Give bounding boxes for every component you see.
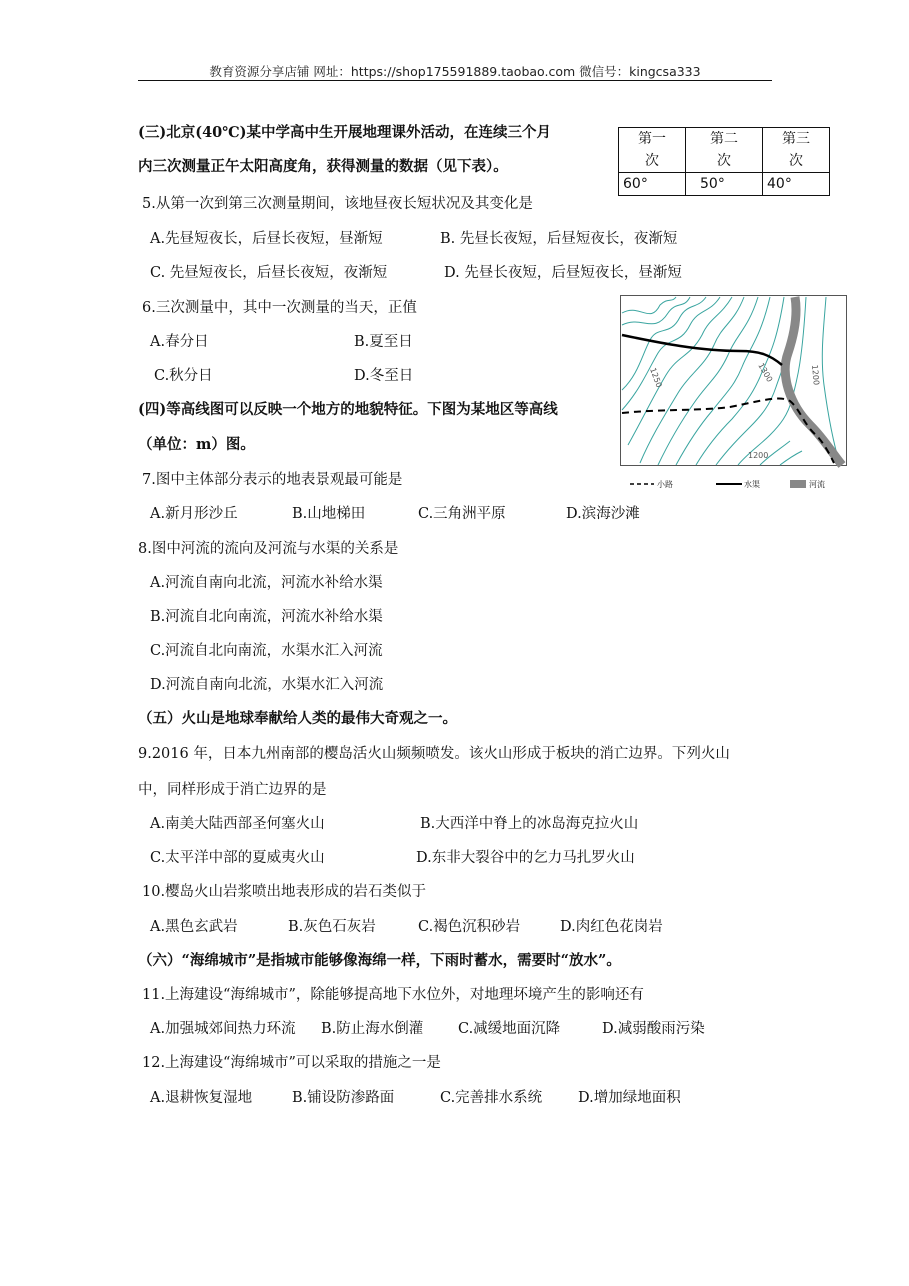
legend-river-swatch — [790, 480, 806, 488]
q9-stem-line2: 中，同样形成于消亡边界的是 — [138, 782, 327, 798]
table-value-2: 50° — [686, 173, 763, 196]
q10-option-c: C.褐色沉积砂岩 — [418, 919, 521, 935]
q6-stem: 6.三次测量中，其中一次测量的当天，正值 — [142, 300, 417, 316]
q6-option-a: A.春分日 — [150, 334, 209, 350]
q9-option-d: D.东非大裂谷中的乞力马扎罗火山 — [416, 850, 635, 866]
q12-option-a: A.退耕恢复湿地 — [150, 1090, 253, 1106]
q11-option-d: D.减弱酸雨污染 — [602, 1021, 705, 1037]
q7-option-b: B.山地梯田 — [292, 506, 366, 522]
q12-option-d: D.增加绿地面积 — [578, 1090, 681, 1106]
contour-map — [620, 295, 850, 493]
contour-label-3: 1200 — [810, 364, 821, 386]
q9-stem-line1: 9.2016 年，日本九州南部的樱岛活火山频频喷发。该火山形成于板块的消亡边界。下列火山 — [138, 746, 730, 762]
table-header-3: 第三 次 — [763, 128, 830, 173]
q9-option-c: C.太平洋中部的夏威夷火山 — [150, 850, 325, 866]
measurement-table — [618, 127, 830, 196]
q9-option-a: A.南美大陆西部圣何塞火山 — [150, 816, 325, 832]
section6-intro: （六）“海绵城市”是指城市能够像海绵一样，下雨时蓄水，需要时“放水”。 — [138, 952, 621, 969]
q12-option-c: C.完善排水系统 — [440, 1090, 543, 1106]
table-value-3: 40° — [763, 173, 830, 196]
q5-option-c: C. 先昼短夜长，后昼长夜短，夜渐短 — [150, 265, 388, 281]
legend-river-label: 河流 — [809, 480, 825, 489]
q12-option-b: B.铺设防渗路面 — [292, 1090, 395, 1106]
q11-stem: 11.上海建设“海绵城市”，除能够提高地下水位外，对地理坏境产生的影响还有 — [142, 987, 644, 1003]
q7-option-c: C.三角洲平原 — [418, 506, 506, 522]
q7-option-d: D.滨海沙滩 — [566, 506, 640, 522]
legend-canal-label: 水渠 — [744, 480, 760, 489]
contour-label-2: 1300 — [756, 361, 775, 384]
q6-option-b: B.夏至日 — [354, 334, 413, 350]
q5-stem: 5.从第一次到第三次测量期间，该地昼夜长短状况及其变化是 — [142, 196, 533, 212]
q6-option-d: D.冬至日 — [354, 368, 414, 384]
q5-option-b: B. 先昼长夜短，后昼短夜长，夜渐短 — [440, 231, 678, 247]
legend-trail-label: 小路 — [657, 480, 673, 489]
q8-option-d: D.河流自南向北流，水渠水汇入河流 — [150, 677, 384, 693]
contour-label-1: 1250 — [648, 366, 664, 389]
q5-option-a: A.先昼短夜长，后昼长夜短，昼渐短 — [150, 231, 383, 247]
q7-stem: 7.图中主体部分表示的地表景观最可能是 — [142, 472, 403, 488]
contour-label-4: 1200 — [748, 451, 769, 460]
page-header: 教育资源分享店铺 网址：https://shop175591889.taobao.com 微信号：kingcsa333 — [209, 64, 701, 79]
q7-option-a: A.新月形沙丘 — [150, 506, 238, 522]
section3-intro-line1: (三)北京(40℃)某中学高中生开展地理课外活动，在连续三个月 — [138, 124, 551, 141]
q6-option-c: C.秋分日 — [154, 368, 213, 384]
q8-option-b: B.河流自北向南流，河流水补给水渠 — [150, 609, 383, 625]
q8-option-a: A.河流自南向北流，河流水补给水渠 — [150, 575, 383, 591]
q8-option-c: C.河流自北向南流，水渠水汇入河流 — [150, 643, 383, 659]
header-rule — [138, 80, 772, 81]
q8-stem: 8.图中河流的流向及河流与水渠的关系是 — [138, 541, 399, 557]
q11-option-a: A.加强城郊间热力环流 — [150, 1021, 296, 1037]
q9-option-b: B.大西洋中脊上的冰岛海克拉火山 — [420, 816, 639, 832]
q10-stem: 10.樱岛火山岩浆喷出地表形成的岩石类似于 — [142, 884, 427, 900]
q11-option-b: B.防止海水倒灌 — [321, 1021, 424, 1037]
table-header-1: 第一 次 — [619, 128, 686, 173]
section5-intro: （五）火山是地球奉献给人类的最伟大奇观之一。 — [138, 710, 457, 727]
q10-option-a: A.黑色玄武岩 — [150, 919, 238, 935]
section4-intro-line2: （单位：m）图。 — [138, 436, 255, 453]
section3-intro-line2: 内三次测量正午太阳高度角，获得测量的数据（见下表）。 — [138, 158, 508, 175]
q12-stem: 12.上海建设“海绵城市”可以采取的措施之一是 — [142, 1055, 441, 1071]
q5-option-d: D. 先昼长夜短，后昼短夜长，昼渐短 — [444, 265, 682, 281]
q10-option-b: B.灰色石灰岩 — [288, 919, 376, 935]
q10-option-d: D.肉红色花岗岩 — [560, 919, 663, 935]
table-header-2: 第二 次 — [686, 128, 763, 173]
table-value-1: 60° — [619, 173, 686, 196]
q11-option-c: C.减缓地面沉降 — [458, 1021, 561, 1037]
section4-intro-line1: (四)等高线图可以反映一个地方的地貌特征。下图为某地区等高线 — [138, 401, 558, 418]
